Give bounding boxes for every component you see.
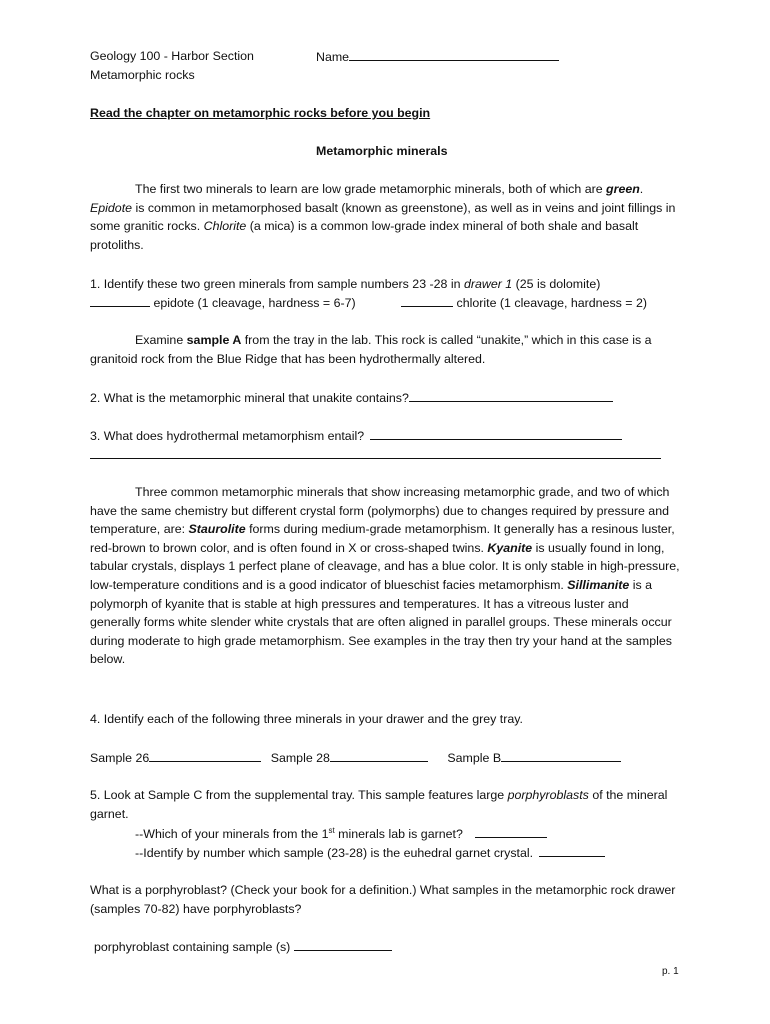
chlorite-word: Chlorite	[203, 219, 247, 234]
sample-26-label: Sample 26	[90, 751, 150, 765]
porphyroblast-answer: porphyroblast containing sample (s)	[94, 937, 392, 957]
sample-28-answer-line[interactable]	[330, 748, 428, 762]
question-3: 3. What does hydrothermal metamorphism entail?	[90, 426, 622, 446]
page-number: p. 1	[662, 966, 679, 977]
course-title: Geology 100 - Harbor Section	[90, 49, 254, 63]
euhedral-answer-line[interactable]	[539, 843, 605, 857]
section-title: Metamorphic minerals	[316, 144, 448, 158]
porphyroblasts-word: porphyroblasts	[507, 788, 589, 802]
porphyroblast-question: What is a porphyroblast? (Check your book for a definition.) What samples in the metamorphic rock drawer (samples 70-82) have porphyroblasts?	[90, 883, 676, 916]
question-4-samples	[90, 748, 621, 768]
topic-title: Metamorphic rocks	[90, 68, 195, 82]
question-5: 5. Look at Sample C from the supplemental tray. This sample features large porphyroblasts of the mineral garnet.	[90, 788, 668, 821]
epidote-option: epidote (1 cleavage, hardness = 6-7)	[153, 296, 356, 310]
question-2: 2. What is the metamorphic mineral that unakite contains?	[90, 388, 613, 408]
chlorite-answer-line[interactable]	[401, 293, 453, 307]
sample-a-word: sample A	[186, 333, 242, 347]
question-3-answer-line[interactable]	[370, 426, 622, 440]
kyanite-word: Kyanite	[487, 540, 533, 555]
porphyroblast-answer-line[interactable]	[294, 937, 392, 951]
garnet-answer-line[interactable]	[475, 824, 547, 838]
question-5-sub-2: --Identify by number which sample (23-28) is the euhedral garnet crystal.	[135, 843, 605, 863]
sample-b-answer-line[interactable]	[501, 748, 621, 762]
question-4: 4. Identify each of the following three minerals in your drawer and the grey tray.	[90, 712, 523, 726]
name-input-line[interactable]	[349, 47, 559, 61]
sample-26-answer-line[interactable]	[149, 748, 261, 762]
unakite-paragraph: Examine sample A from the tray in the lab. This rock is called “unakite,” which in this case is a granitoid rock from the Blue Ridge that has been hydrothermally altered.	[90, 333, 652, 366]
intro-paragraph: The first two minerals to learn are low grade metamorphic minerals, both of which are green. Epidote is common in metamorphosed basalt (known as greenstone), as well as in veins and joint fillings in some granitic rocks. Chlorite (a mica) is a common low-grade index mineral of both shale and basalt protoliths.	[90, 182, 676, 252]
epidote-word: Epidote	[90, 200, 133, 215]
epidote-answer-line[interactable]	[90, 293, 150, 307]
chlorite-option: chlorite (1 cleavage, hardness = 2)	[456, 296, 647, 310]
polymorphs-paragraph: Three common metamorphic minerals that show increasing metamorphic grade, and two of which have the same chemistry but different crystal form (polymorphs) due to changes required by pressure and temperature, are: Staurolite forms during medium-grade metamorphism. It generally has a resinous luster, red-brown to brown color, and is often found in X or cross-shaped twins. Kyanite is usually found in long, tabular crystals, displays 1 perfect plane of cleavage, and has a blue color. It is only stable in high-pressure, low-temperature conditions and is a good indicator of blueschist facies metamorphism. Sillimanite is a polymorph of kyanite that is stable at high pressures and temperatures. It has a vitreous luster and generally forms white slender white crystals that are often aligned in parallel groups. These minerals occur during moderate to high grade metamorphism. See examples in the tray then try your hand at the samples below.	[90, 485, 680, 667]
name-label: Name	[316, 50, 350, 64]
instruction: Read the chapter on metamorphic rocks before you begin	[90, 106, 431, 120]
name-line	[316, 47, 559, 67]
sample-b-label: Sample B	[447, 751, 502, 765]
sample-28-label: Sample 28	[270, 751, 330, 765]
question-1: 1. Identify these two green minerals from sample numbers 23 -28 in drawer 1 (25 is dolomite)	[90, 277, 601, 291]
question-5-sub-1: --Which of your minerals from the 1st minerals lab is garnet?	[135, 824, 547, 844]
question-2-answer-line[interactable]	[409, 388, 613, 402]
question-1-options	[90, 293, 647, 313]
green-word: green	[606, 182, 640, 196]
staurolite-word: Staurolite	[188, 522, 246, 537]
question-3-answer-line-2[interactable]	[90, 444, 661, 459]
sillimanite-word: Sillimanite	[567, 577, 630, 592]
